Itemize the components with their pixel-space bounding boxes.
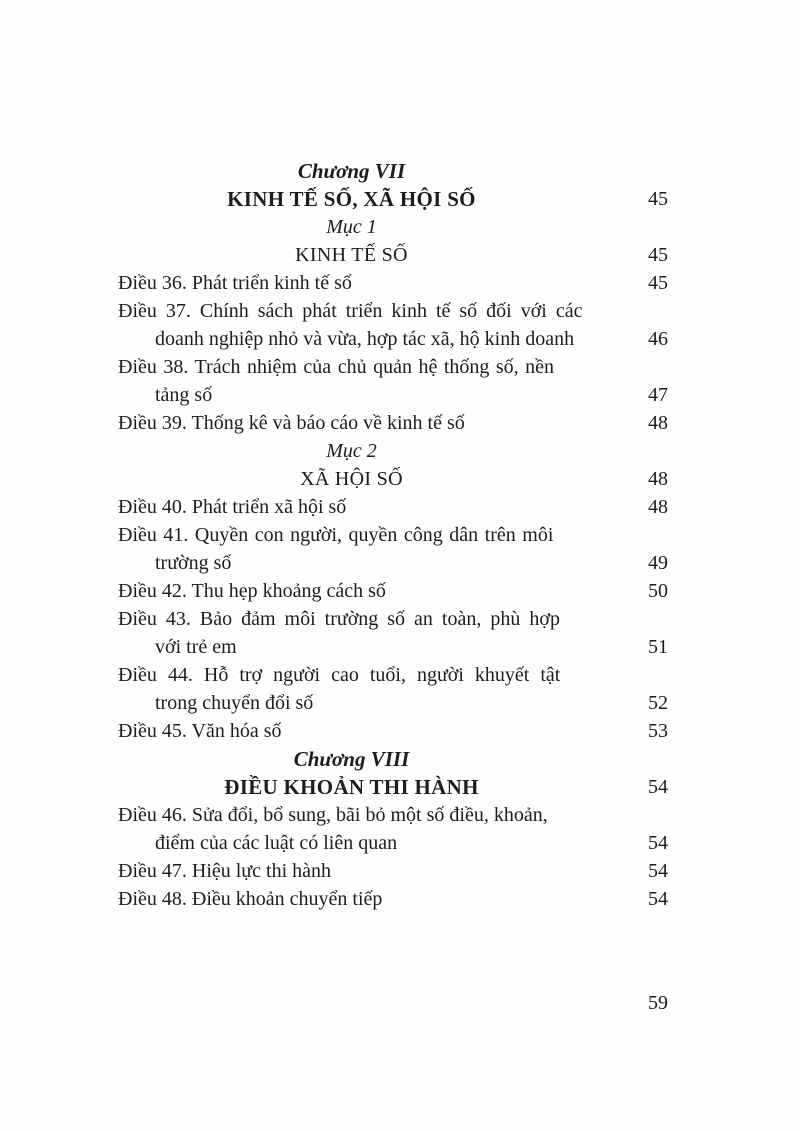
section-label-text: Mục 2: [326, 440, 377, 462]
toc-entry-dieu-37-line-1: [118, 297, 668, 325]
toc-entry-page-number: 46: [648, 328, 668, 350]
toc-entry-dieu-40: [118, 493, 668, 521]
chapter-title-text: KINH TẾ SỐ, XÃ HỘI SỐ: [227, 187, 476, 211]
toc-entry-text: trong chuyển đổi số: [155, 692, 314, 714]
chapter-vii-title: [118, 185, 668, 213]
chapter-viii-title: [118, 773, 668, 801]
toc-entry-dieu-41-line-1: [118, 521, 668, 549]
section-title-page-number: 48: [648, 468, 668, 490]
page-number: 59: [648, 992, 668, 1014]
section-title-text: KINH TẾ SỐ: [295, 244, 408, 266]
toc-entry-text: Điều 45. Văn hóa số: [118, 720, 282, 742]
toc-entry-text: doanh nghiệp nhỏ và vừa, hợp tác xã, hộ kinh doanh: [155, 328, 575, 350]
toc-entry-dieu-46-line-1: [118, 801, 668, 829]
chapter-label-viii: [118, 745, 668, 773]
toc-entry-text: Điều 43. Bảo đảm môi trường số an toàn, phù hợp: [118, 608, 560, 630]
chapter-label-text: Chương VIII: [293, 747, 410, 771]
chapter-title-page-number: 54: [648, 776, 668, 798]
toc-entry-dieu-41-line-2: [118, 549, 668, 577]
section-label-muc-2: [118, 437, 668, 465]
toc-entry-text: Điều 39. Thống kê và báo cáo về kinh tế số: [118, 412, 465, 434]
toc-entry-text: Điều 48. Điều khoản chuyển tiếp: [118, 888, 383, 910]
toc-entry-page-number: 53: [648, 720, 668, 742]
toc-entry-dieu-44-line-2: [118, 689, 668, 717]
chapter-label-text: Chương VII: [297, 159, 406, 183]
toc-entry-dieu-36: [118, 269, 668, 297]
toc-entry-page-number: 51: [648, 636, 668, 658]
section-label-text: Mục 1: [326, 216, 377, 238]
toc-entry-text: Điều 44. Hỗ trợ người cao tuổi, người khuyết tật: [118, 664, 561, 686]
toc-entry-text: Điều 38. Trách nhiệm của chủ quản hệ thống số, nền: [118, 356, 555, 378]
toc-entry-dieu-39: [118, 409, 668, 437]
toc-entry-text: Điều 41. Quyền con người, quyền công dân trên môi: [118, 524, 554, 546]
toc-entry-page-number: 45: [648, 272, 668, 294]
chapter-label-vii: [118, 157, 668, 185]
toc-entry-dieu-38-line-2: [118, 381, 668, 409]
toc-entry-text: Điều 40. Phát triển xã hội số: [118, 496, 347, 518]
toc-entry-dieu-43-line-1: [118, 605, 668, 633]
toc-entry-text: trường số: [155, 552, 232, 574]
toc-entry-dieu-46-line-2: [118, 829, 668, 857]
chapter-title-page-number: 45: [648, 188, 668, 210]
toc-entry-dieu-47: [118, 857, 668, 885]
toc-entry-page-number: 54: [648, 832, 668, 854]
toc-entry-page-number: 54: [648, 888, 668, 910]
toc-entry-page-number: 49: [648, 552, 668, 574]
toc-entry-dieu-37-line-2: [118, 325, 668, 353]
toc-entry-page-number: 52: [648, 692, 668, 714]
section-title-page-number: 45: [648, 244, 668, 266]
toc-entry-page-number: 48: [648, 496, 668, 518]
table-of-contents: [118, 157, 668, 913]
toc-entry-dieu-43-line-2: [118, 633, 668, 661]
toc-entry-text: Điều 37. Chính sách phát triển kinh tế số đối với các: [118, 300, 583, 322]
chapter-title-text: ĐIỀU KHOẢN THI HÀNH: [224, 775, 479, 799]
section-2-title: [118, 465, 668, 493]
toc-entry-text: Điều 46. Sửa đổi, bổ sung, bãi bỏ một số điều, khoản,: [118, 804, 548, 826]
toc-entry-dieu-48: [118, 885, 668, 913]
toc-entry-text: Điều 42. Thu hẹp khoảng cách số: [118, 580, 386, 602]
section-label-muc-1: [118, 213, 668, 241]
toc-entry-text: điểm của các luật có liên quan: [155, 832, 398, 854]
toc-entry-text: Điều 36. Phát triển kinh tế số: [118, 272, 352, 294]
toc-entry-page-number: 47: [648, 384, 668, 406]
toc-entry-page-number: 48: [648, 412, 668, 434]
toc-entry-page-number: 50: [648, 580, 668, 602]
toc-entry-dieu-44-line-1: [118, 661, 668, 689]
toc-entry-dieu-42: [118, 577, 668, 605]
toc-entry-text: tảng số: [155, 384, 213, 406]
section-1-title: [118, 241, 668, 269]
toc-entry-dieu-38-line-1: [118, 353, 668, 381]
section-title-text: XÃ HỘI SỐ: [300, 468, 403, 490]
toc-entry-text: Điều 47. Hiệu lực thi hành: [118, 860, 332, 882]
toc-entry-text: với trẻ em: [155, 636, 237, 658]
toc-entry-page-number: 54: [648, 860, 668, 882]
toc-entry-dieu-45: [118, 717, 668, 745]
